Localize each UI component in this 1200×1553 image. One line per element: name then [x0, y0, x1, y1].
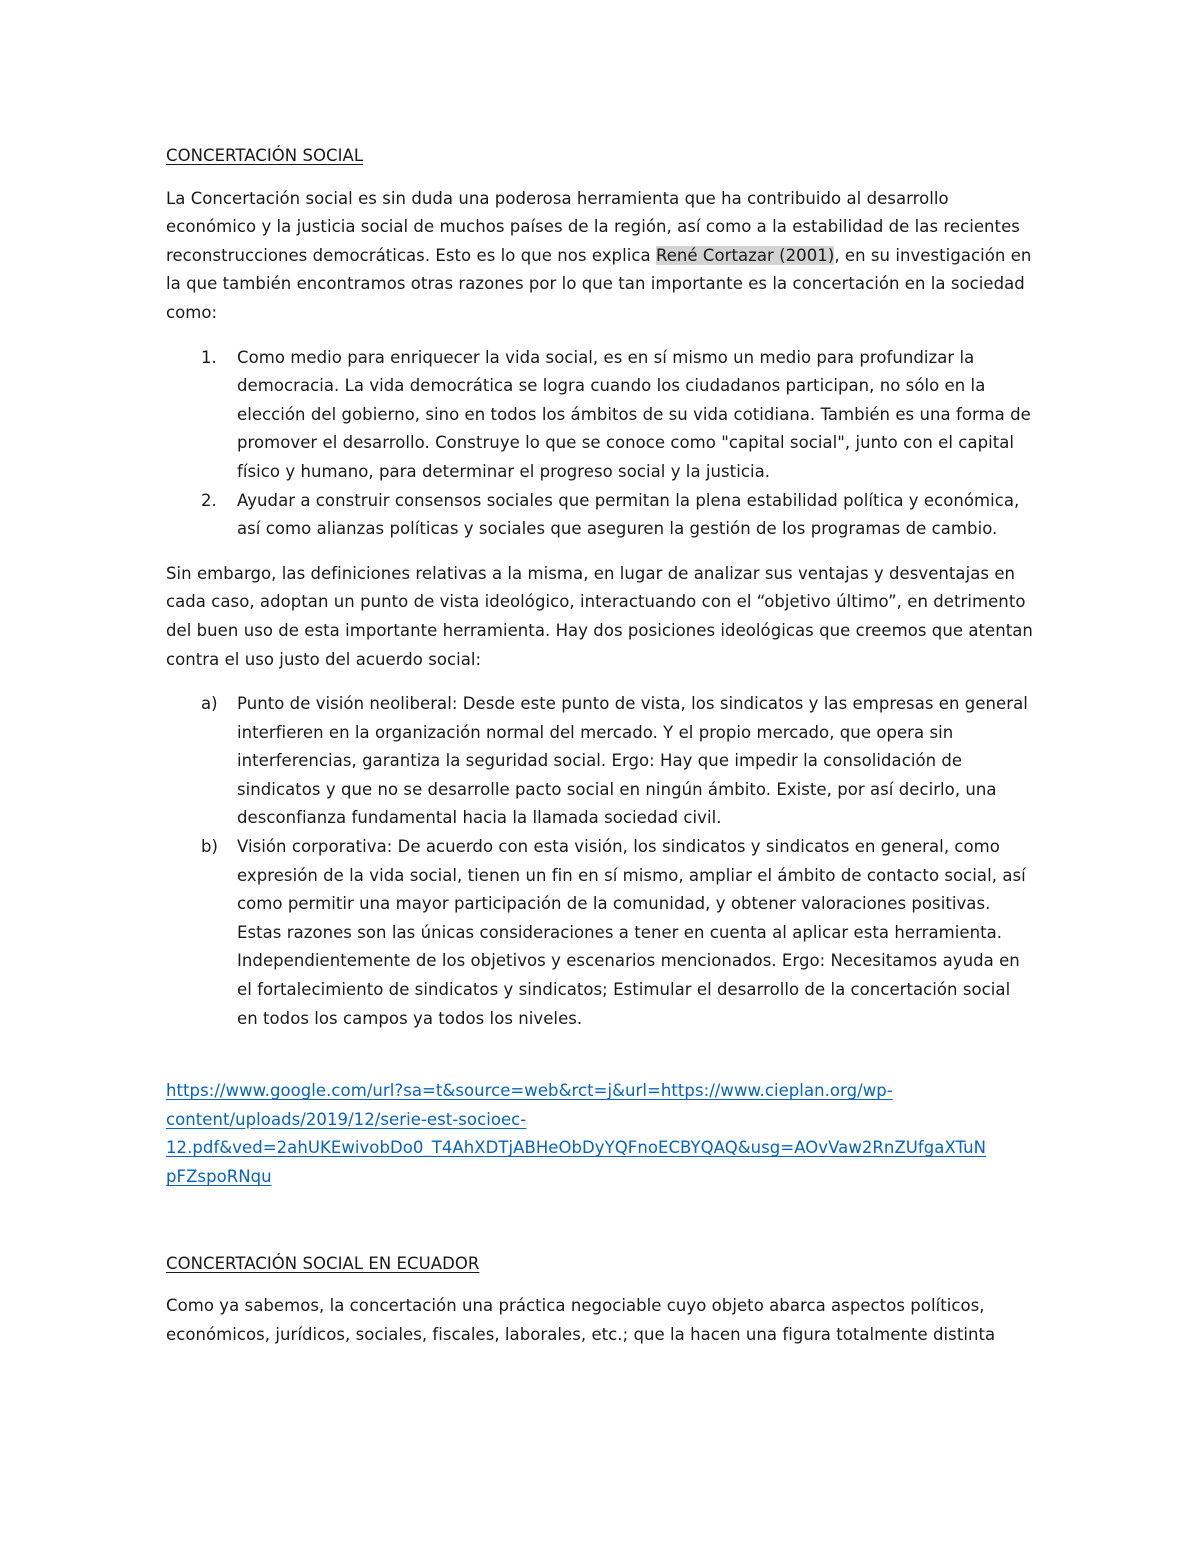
list-item: [166, 344, 1036, 487]
body-paragraph: Como ya sabemos, la concertación una práctica negociable cuyo objeto abarca aspectos políticos, económicos, jurídicos, sociales, fiscales, laborales, etc.; que la hacen una figura totalmente distinta: [166, 1296, 996, 1344]
intro-text-after: , en su investigación en la que también encontramos otras razones por lo que tan importante es la concertación en la sociedad como:: [166, 245, 1032, 322]
list-marker: 2.: [201, 490, 217, 510]
list-marker: 1.: [201, 347, 217, 367]
document-body: [166, 142, 1036, 1349]
highlighted-citation: René Cortazar (2001): [655, 245, 835, 265]
list-item: [166, 487, 1036, 544]
list-item: [166, 833, 1036, 1033]
source-link-line[interactable]: content/uploads/2019/12/serie-est-socioec-: [166, 1109, 527, 1129]
source-link-line[interactable]: https://www.google.com/url?sa=t&source=web&rct=j&url=https://www.cieplan.org/wp-: [166, 1081, 893, 1101]
list-marker: b): [201, 837, 219, 857]
list-item-text: Punto de visión neoliberal: Desde este punto de vista, los sindicatos y las empresas en general interfieren en la organización normal del mercado. Y el propio mercado, que opera sin interferencias, garantiza la seguridad social. Ergo: Hay que impedir la consolidación de sindicatos y que no se desarrolle pacto social en ningún ámbito. Existe, por así decirlo, una desconfianza fundamental hacia la llamada sociedad civil.: [237, 694, 1028, 828]
numbered-list: [166, 344, 1036, 544]
list-item-text: Como medio para enriquecer la vida social, es en sí mismo un medio para profundizar la democracia. La vida democrática se logra cuando los ciudadanos participan, no sólo en la elección del gobierno, sino en todos los ámbitos de su vida cotidiana. También es una forma de promover el desarrollo. Construye lo que se conoce como "capital social", junto con el capital físico y humano, para determinar el progreso social y la justicia.: [237, 347, 1031, 481]
source-link[interactable]: [166, 1077, 1036, 1191]
intro-paragraph: [166, 185, 1036, 328]
intro-text-before: La Concertación social es sin duda una poderosa herramienta que ha contribuido al desarrollo económico y la justicia social de muchos países de la región, así como a la estabilidad de las recientes reconstrucciones democráticas. Esto es lo que nos explica: [166, 188, 1020, 265]
lettered-list: [166, 690, 1036, 1033]
list-marker: a): [201, 694, 218, 714]
section-heading-concertacion-ecuador: CONCERTACIÓN SOCIAL EN ECUADOR: [166, 1253, 480, 1273]
list-item-text: Visión corporativa: De acuerdo con esta visión, los sindicatos y sindicatos en general, como expresión de la vida social, tienen un fin en sí mismo, ampliar el ámbito de contacto social, así como permitir una mayor participación de la comunidad, y obtener valoraciones positivas. Estas razones son las únicas consideraciones a tener en cuenta al aplicar esta herramienta. Independientemente de los objetivos y escenarios mencionados. Ergo: Necesitamos ayuda en el fortalecimiento de sindicatos y sindicatos; Estimular el desarrollo de la concertación social en todos los campos ya todos los niveles.: [237, 837, 1026, 1028]
section-heading-concertacion-social: CONCERTACIÓN SOCIAL: [166, 146, 364, 165]
list-item-text: Ayudar a construir consensos sociales que permitan la plena estabilidad política y económica, así como alianzas políticas y sociales que aseguren la gestión de los programas de cambio.: [237, 490, 1020, 539]
body-paragraph: Sin embargo, las definiciones relativas a la misma, en lugar de analizar sus ventajas y desventajas en cada caso, adoptan un punto de vista ideológico, interactuando con el “objetivo último”, en detrimento del buen uso de esta importante herramienta. Hay dos posiciones ideológicas que creemos que atentan contra el uso justo del acuerdo social:: [166, 563, 1033, 669]
list-item: [166, 690, 1036, 833]
source-link-line[interactable]: 12.pdf&ved=2ahUKEwivobDo0_T4AhXDTjABHeObDyYQFnoECBYQAQ&usg=AOvVaw2RnZUfgaXTuN: [166, 1138, 987, 1158]
source-link-line[interactable]: pFZspoRNqu: [166, 1167, 272, 1186]
